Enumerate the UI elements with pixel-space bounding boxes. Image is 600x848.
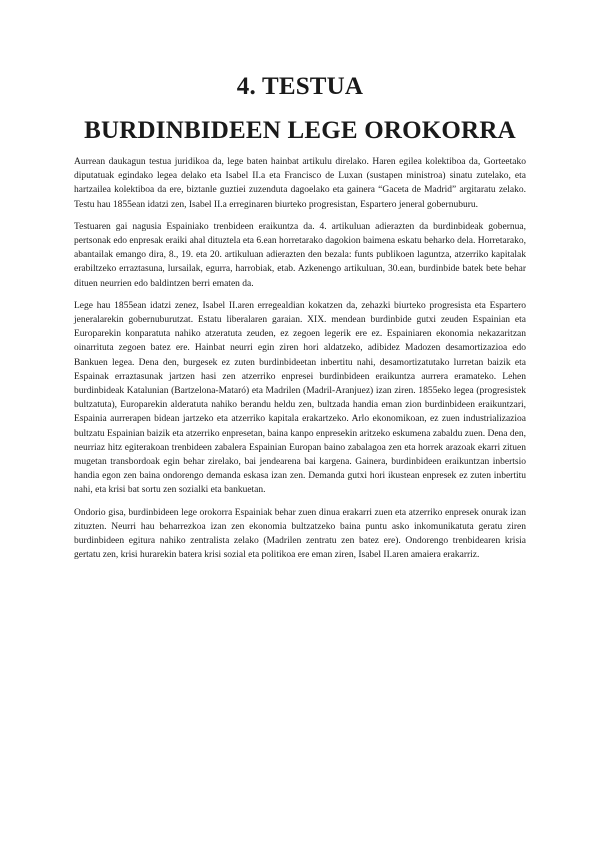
heading-title: BURDINBIDEEN LEGE OROKORRA xyxy=(84,117,516,144)
body-text xyxy=(74,155,526,570)
paragraph-2: Testuaren gai nagusia Espainiako trenbideen eraikuntza da. 4. artikuluan adierazten da burdinbideak gobernua, pertsonak edo enpresak eraiki ahal dituztela eta 6.ean horretarako dagokion baimena eskatu beharko dela. Horretarako, abantailak emango dira, 8., 19. eta 20. artikuluan adierazten den bezala: funts publikoen laguntza, atzerriko kapitalak erabiltzeko erraztasuna, lursailak, egurra, harrobiak, etab. Azkenengo artikuluan, 30.ean, burdinbide batek bete behar dituen neurrien edo baldintzen berri ematen da. xyxy=(74,221,526,289)
paragraph-4: Ondorio gisa, burdinbideen lege orokorra Espainiak behar zuen dinua erakarri zuen eta atzerriko enpresek onurak izan zituzten. Neurri hau beharrezkoa izan zen ekonomia bultzatzeko baina puntu asko inkomunikatuta geratu ziren burdinbideen egitura nahiko zentralista zelako (Madrilen zentratu zen batez ere). Ondorengo trenbidearen krisia gertatu zen, krisi hurarekin batera krisi sozial eta politikoa ere eman ziren, Isabel II.aren amaiera erakarriz. xyxy=(74,507,526,561)
paragraph-3: Lege hau 1855ean idatzi zenez, Isabel II.aren erregealdian kokatzen da, zehazki biurteko progresista eta Espartero jeneralarekin gobernuburutzat. Estatu liberalaren garaian. XIX. mendean burdinbide gutxi zeuden Espainian eta Europarekin konparatuta nahiko atzeratuta zeuden, ez zegoen legerik ere ez. Espainiaren ekonomia nekazaritzan oinarrituta zegoen batez ere. Hainbat neurri egin ziren hori aldatzeko, adibidez Madozen desamortizazioa edo Bankuen legea. Dena den, burgesek ez zuten burdinbideetan inbertitu nahi, desamortizatutako lurretan baizik eta Espainak erraztasunak jartzen hasi zen atzerriko enpresei burdinbideen eraikuntza aurrera eramateko. Lehen burdinbideak Katalunian (Bartzelona-Mataró) eta Madrilen (Madril-Aranjuez) izan ziren. 1855eko legea (progresistek bultzatuta), Europarekin alderatuta nahiko berandu heldu zen, bultzada handia eman zion burdinbideen eraikuntzari, Espainia aurrerapen bidean jartzeko eta atzerriko kapitala erakartzeko. Arlo ekonomikoan, ez zuen industrializazioa bultzatu Espainian baizik eta atzerriko enpresetan, baina kanpo enpresekin aritzeko eskumena zabaldu zuen. Dena den, neurriaz hitz egiterakoan trenbideen zabalera Espainian Europan baino zabalagoa zen eta horrek arazoak ekarri zituen mugetan transbordoak egin behar zirelako, bai jendearena bai kargena. Gainera, burdinbideen eraikuntzan inbertsio handia egon zen baina ondorengo demanda eskasa izan zen. Demanda gutxi hori ikustean enpresek ez zuten inbertitu nahi, eta krisi bat sortu zen sozialki eta bankuetan. xyxy=(74,300,526,496)
paragraph-1: Aurrean daukagun testua juridikoa da, lege baten hainbat artikulu direlako. Haren egilea kolektiboa da, Gorteetako diputatuak egindako legea delako eta Isabel II.a eta Francisco de Luxan (sustapen ministroa) sinatu zutelako, eta hartzailea kolektiboa da ere, biztanle guztiei zuzenduta dagoelako eta gainera “Gaceta de Madrid” argitaratu zelako. Testu hau 1855ean idatzi zen, Isabel II.a erreginaren biurteko progresistan, Espartero jeneral gobernuburu. xyxy=(74,157,526,210)
heading-number: 4. TESTUA xyxy=(236,73,364,100)
